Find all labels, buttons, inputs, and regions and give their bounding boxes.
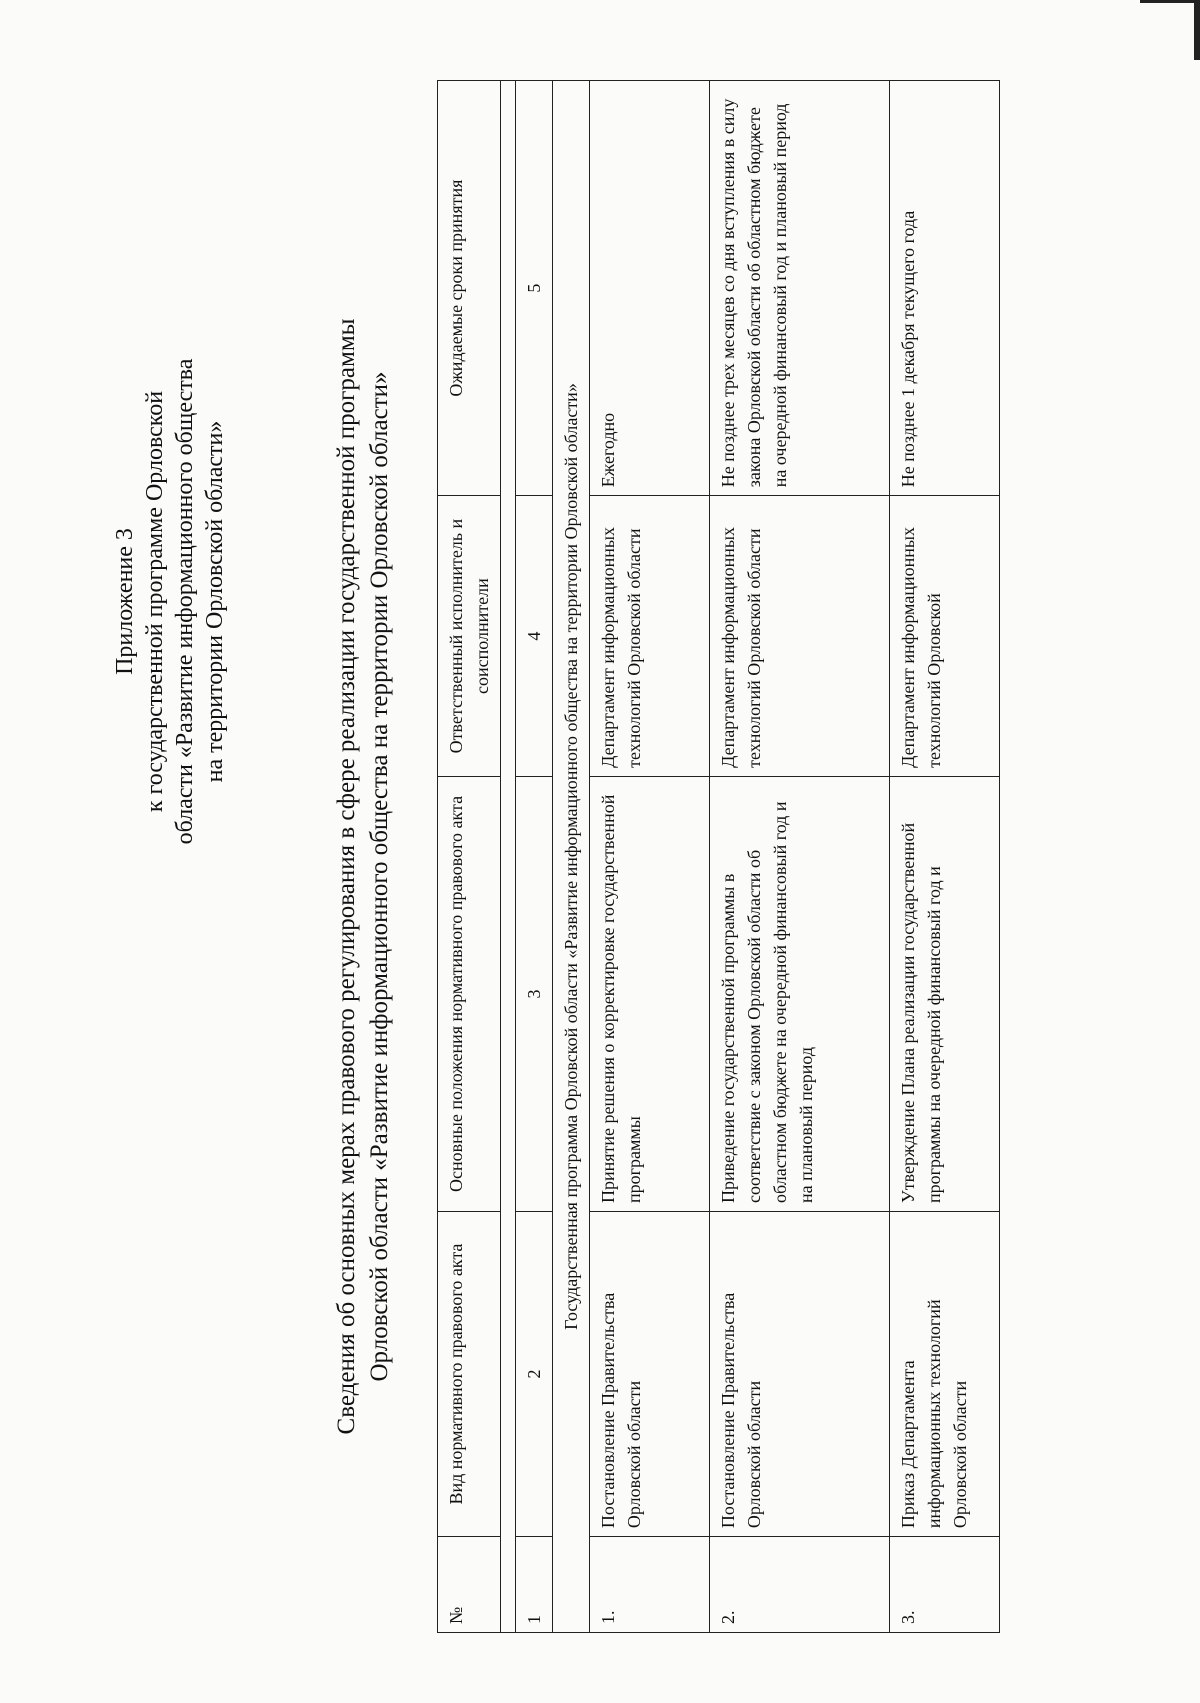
colnum-5: 5 (516, 81, 553, 496)
appendix-line-3: области «Развитие информационного общества (172, 358, 198, 845)
appendix-line-2: к государственной программе Орловской (142, 390, 168, 813)
header-executor: Ответственный исполнитель и соисполнители (438, 496, 501, 777)
colnum-4: 4 (516, 496, 553, 777)
measures-table (437, 80, 1000, 1633)
row-provisions: Приведение государственной программы в соответствие с законом Орловской области об областном бюджете на очередной финансовый год и на плановый период (710, 776, 890, 1211)
table-row (890, 81, 1000, 1633)
document-heading: Сведения об основных мерах правового регулирования в сфере реализации государственной программы Орловской области «Развитие информационного общества на территории Орловской области» (333, 318, 393, 1435)
colnum-3: 3 (516, 776, 553, 1211)
header-provisions: Основные положения нормативного правового акта (438, 776, 501, 1211)
row-executor: Департамент информационных технологий Орловской (890, 496, 1000, 777)
table-row (710, 81, 890, 1633)
appendix-line-4: на территории Орловской области» (202, 420, 228, 783)
header-term: Ожидаемые сроки принятия (438, 81, 501, 496)
row-type: Приказ Департамента информационных технологий Орловской области (890, 1211, 1000, 1536)
row-num: 1. (590, 1537, 710, 1633)
row-term: Ежегодно (590, 81, 710, 496)
column-number-row (516, 81, 553, 1633)
row-type: Постановление Правительства Орловской области (710, 1211, 890, 1536)
row-num: 3. (890, 1537, 1000, 1633)
row-term: Не позднее 1 декабря текущего года (890, 81, 1000, 496)
colnum-2: 2 (516, 1211, 553, 1536)
program-title: Государственная программа Орловской области «Развитие информационного общества на территории Орловской области» (553, 81, 590, 1633)
row-term: Не позднее трех месяцев со дня вступления в силу закона Орловской области об областном бюджете на очередной финансовый год и плановый период (710, 81, 890, 496)
row-provisions: Утверждение Плана реализации государственной программы на очередной финансовый год и (890, 776, 1000, 1211)
header-num: № (438, 1537, 501, 1633)
table-row (590, 81, 710, 1633)
appendix-line-1: Приложение 3 (112, 528, 138, 675)
row-provisions: Принятие решения о корректировке государственной программы (590, 776, 710, 1211)
header-row (438, 81, 501, 1633)
colnum-1: 1 (516, 1537, 553, 1633)
row-executor: Департамент информационных технологий Орловской области (710, 496, 890, 777)
separator-row (501, 81, 516, 1633)
header-type: Вид нормативного правового акта (438, 1211, 501, 1536)
program-title-row (553, 81, 590, 1633)
row-executor: Департамент информационных технологий Орловской области (590, 496, 710, 777)
appendix-block (110, 0, 230, 1703)
row-type: Постановление Правительства Орловской области (590, 1211, 710, 1536)
row-num: 2. (710, 1537, 890, 1633)
